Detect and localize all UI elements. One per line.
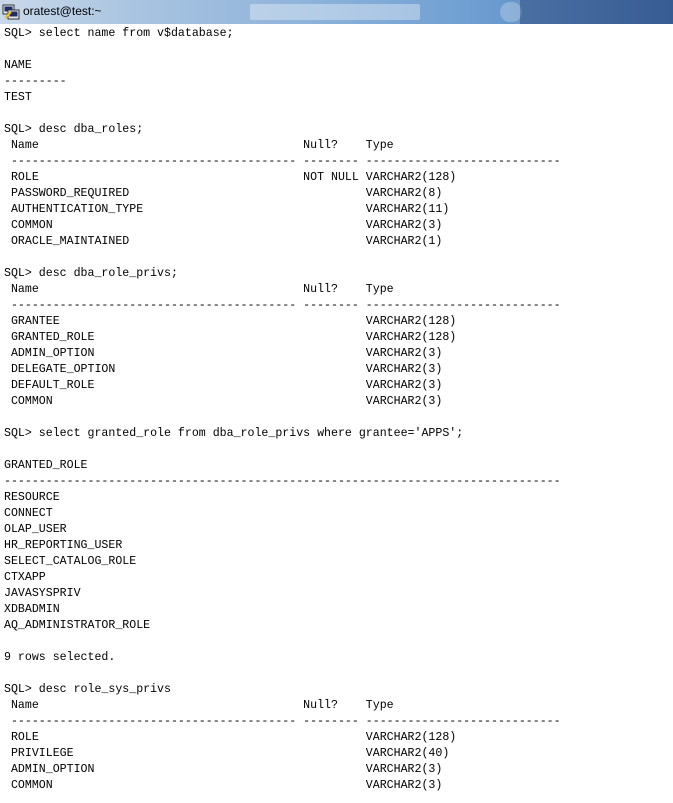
terminal-line: ----------------------------------------- -------- ---------------------------- xyxy=(4,155,561,168)
terminal-line: Name Null? Type xyxy=(4,699,394,712)
terminal-line: CTXAPP xyxy=(4,571,46,584)
terminal-line xyxy=(4,106,673,122)
terminal-line: SQL> desc role_sys_privs xyxy=(4,683,171,696)
terminal-line xyxy=(4,410,673,426)
terminal-line xyxy=(4,42,673,58)
terminal-line: AQ_ADMINISTRATOR_ROLE xyxy=(4,619,151,632)
terminal-line xyxy=(4,442,673,458)
window-title-bar[interactable] xyxy=(0,0,673,24)
terminal-line: DELEGATE_OPTION VARCHAR2(3) xyxy=(4,363,443,376)
terminal-line: PRIVILEGE VARCHAR2(40) xyxy=(4,747,450,760)
terminal-line: AUTHENTICATION_TYPE VARCHAR2(11) xyxy=(4,203,450,216)
terminal-line: ROLE VARCHAR2(128) xyxy=(4,731,457,744)
terminal-line: Name Null? Type xyxy=(4,139,394,152)
window-title: oratest@test:~ xyxy=(23,4,102,18)
terminal-line xyxy=(4,634,673,650)
terminal-line: RESOURCE xyxy=(4,491,60,504)
terminal-line: ADMIN_OPTION VARCHAR2(3) xyxy=(4,763,443,776)
terminal-line xyxy=(4,666,673,682)
terminal-line: XDBADMIN xyxy=(4,603,60,616)
terminal-line: ADMIN_OPTION VARCHAR2(3) xyxy=(4,347,443,360)
terminal-line: SELECT_CATALOG_ROLE xyxy=(4,555,137,568)
terminal-line: SQL> desc dba_role_privs; xyxy=(4,267,178,280)
terminal-line: SQL> desc dba_roles; xyxy=(4,123,144,136)
terminal-line: OLAP_USER xyxy=(4,523,67,536)
terminal-line: COMMON VARCHAR2(3) xyxy=(4,395,443,408)
terminal-line: COMMON VARCHAR2(3) xyxy=(4,219,443,232)
terminal-line: GRANTED_ROLE VARCHAR2(128) xyxy=(4,331,457,344)
terminal-line: DEFAULT_ROLE VARCHAR2(3) xyxy=(4,379,443,392)
terminal-line: ORACLE_MAINTAINED VARCHAR2(1) xyxy=(4,235,443,248)
terminal-line: TEST xyxy=(4,91,32,104)
terminal-line: SQL> select name from v$database; xyxy=(4,27,234,40)
terminal-line: Name Null? Type xyxy=(4,283,394,296)
terminal-output[interactable] xyxy=(0,24,673,803)
terminal-line: -------------------------------------------------------------------------------- xyxy=(4,475,561,488)
terminal-line: SQL> select granted_role from dba_role_privs where grantee='APPS'; xyxy=(4,427,464,440)
terminal-line: JAVASYSPRIV xyxy=(4,587,81,600)
terminal-line: HR_REPORTING_USER xyxy=(4,539,123,552)
terminal-line: ROLE NOT NULL VARCHAR2(128) xyxy=(4,171,457,184)
terminal-line: PASSWORD_REQUIRED VARCHAR2(8) xyxy=(4,187,443,200)
terminal-line: GRANTEE VARCHAR2(128) xyxy=(4,315,457,328)
terminal-line xyxy=(4,250,673,266)
terminal-line: --------- xyxy=(4,75,67,88)
terminal-line: 9 rows selected. xyxy=(4,651,116,664)
terminal-line: ----------------------------------------- -------- ---------------------------- xyxy=(4,715,561,728)
terminal-line: GRANTED_ROLE xyxy=(4,459,88,472)
putty-terminal-icon[interactable] xyxy=(2,3,20,21)
terminal-line: COMMON VARCHAR2(3) xyxy=(4,779,443,792)
terminal-line: NAME xyxy=(4,59,32,72)
background-blur xyxy=(250,4,420,20)
terminal-line: ----------------------------------------- -------- ---------------------------- xyxy=(4,299,561,312)
background-blur xyxy=(520,0,673,24)
terminal-text xyxy=(0,24,673,794)
background-blur xyxy=(500,2,522,22)
terminal-line: CONNECT xyxy=(4,507,53,520)
